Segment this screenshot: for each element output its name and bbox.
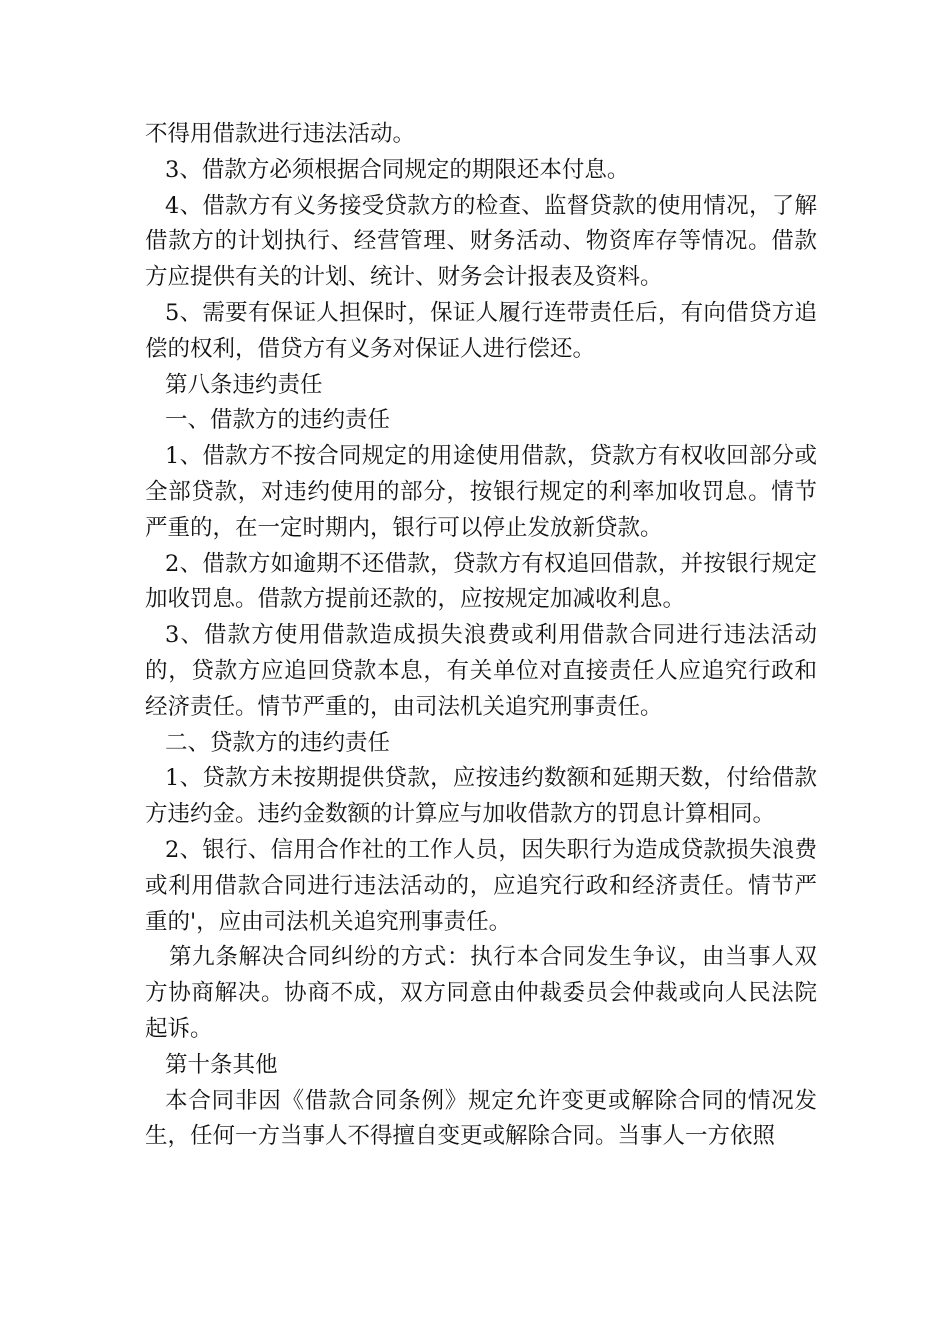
section-heading-article-9: 第九条解决合同纠纷的方式：执行本合同发生争议，由当事人双方协商解决。协商不成，双方同意由仲裁委员会仲裁或向人民法院起诉。: [145, 944, 817, 1042]
document-body: [145, 117, 817, 1155]
subsection-heading-borrower-liability: 一、借款方的违约责任: [165, 407, 391, 434]
paragraph-other: 本合同非因《借款合同条例》规定允许变更或解除合同的情况发生，任何一方当事人不得擅自变更或解除合同。当事人一方依照: [145, 1087, 817, 1150]
paragraph-lender-1: 1、贷款方未按期提供贷款，应按违约数额和延期天数，付给借款方违约金。违约金数额的计算应与加收借款方的罚息计算相同。: [145, 765, 817, 828]
paragraph-borrower-3: 3、借款方使用借款造成损失浪费或利用借款合同进行违法活动的，贷款方应追回贷款本息，有关单位对直接责任人应追究行政和经济责任。情节严重的，由司法机关追究刑事责任。: [145, 622, 817, 720]
section-heading-article-10: 第十条其他: [165, 1051, 278, 1078]
section-heading-article-8: 第八条违约责任: [165, 371, 323, 398]
paragraph-clause-5: 5、需要有保证人担保时，保证人履行连带责任后，有向借贷方追偿的权利，借贷方有义务对保证人进行偿还。: [145, 299, 817, 362]
paragraph-clause-4: 4、借款方有义务接受贷款方的检查、监督贷款的使用情况，了解借款方的计划执行、经营管理、财务活动、物资库存等情况。借款方应提供有关的计划、统计、财务会计报表及资料。: [145, 192, 817, 291]
subsection-heading-lender-liability: 二、贷款方的违约责任: [165, 729, 391, 756]
paragraph-borrower-2: 2、借款方如逾期不还借款，贷款方有权追回借款，并按银行规定加收罚息。借款方提前还款的，应按规定加减收利息。: [145, 550, 817, 613]
paragraph-clause-3: 3、借款方必须根据合同规定的期限还本付息。: [165, 156, 630, 183]
paragraph-continuation: 不得用借款进行违法活动。: [145, 121, 416, 147]
paragraph-borrower-1: 1、借款方不按合同规定的用途使用借款，贷款方有权收回部分或全部贷款，对违约使用的部分，按银行规定的利率加收罚息。情节严重的，在一定时期内，银行可以停止发放新贷款。: [145, 443, 817, 541]
paragraph-lender-2: 2、银行、信用合作社的工作人员，因失职行为造成贷款损失浪费或利用借款合同进行违法活动的，应追究行政和经济责任。情节严重的'，应由司法机关追究刑事责任。: [145, 836, 817, 935]
